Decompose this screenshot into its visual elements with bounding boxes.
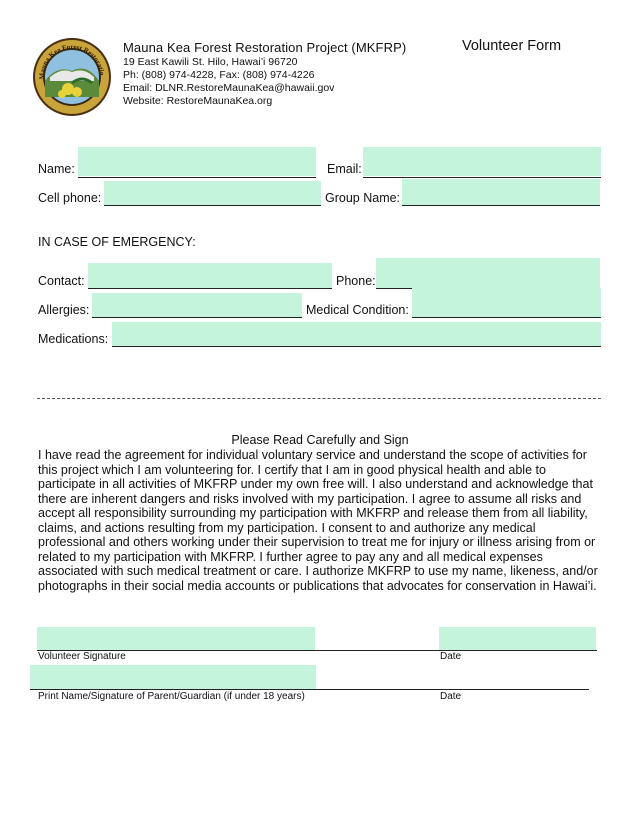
organization-address: 19 East Kawili St. Hilo, Hawai’i 96720 <box>123 56 298 68</box>
phone-input[interactable] <box>376 258 600 288</box>
email-underline <box>363 177 601 178</box>
organization-email: Email: DLNR.RestoreMaunaKea@hawaii.gov <box>123 82 335 94</box>
contact-input[interactable] <box>88 263 332 288</box>
medications-input[interactable] <box>112 322 601 346</box>
medications-underline <box>112 346 601 347</box>
contact-label: Contact: <box>38 274 85 288</box>
guardian-signature-label: Print Name/Signature of Parent/Guardian (if under 18 years) <box>38 691 305 702</box>
medical-condition-label: Medical Condition: <box>306 303 409 317</box>
cell-phone-label: Cell phone: <box>38 191 102 205</box>
cell-phone-underline <box>104 205 321 206</box>
form-title: Volunteer Form <box>462 38 562 54</box>
emergency-heading: IN CASE OF EMERGENCY: <box>38 235 196 249</box>
contact-underline <box>88 288 332 289</box>
allergies-underline <box>92 317 302 318</box>
phone-label: Phone: <box>336 274 376 288</box>
medical-condition-underline <box>412 317 601 318</box>
organization-name: Mauna Kea Forest Restoration Project (MKFRP) <box>123 40 407 55</box>
volunteer-signature-label: Volunteer Signature <box>38 651 126 662</box>
email-label: Email: <box>327 162 362 176</box>
cell-phone-input[interactable] <box>104 181 321 205</box>
name-underline <box>78 177 316 178</box>
section-divider <box>37 398 601 399</box>
name-label: Name: <box>38 162 75 176</box>
notice-body: I have read the agreement for individual voluntary service and understand the scope of activities for this project which I am volunteering for. I certify that I am in good physical health and able to participate in all activities of MKFRP under my own free will. I also understand and acknowledge that there are inherent dangers and risks involved with my participation. I agree to assume all risks and accept all responsibility surrounding my participation with MKFRP and release them from all liability, claims, and actions resulting from my participation. I consent to and authorize any medical professional and others working under their supervision to treat me for injury or illness arising from or related to my participation with MKFRP. I further agree to pay any and all medical expenses associated with such medical treatment or care. I authorize MKFRP to use my name, likeness, and/or photographs in their social media accounts or publications that advocates for conservation in Hawai’i. <box>38 448 598 593</box>
email-input[interactable] <box>363 147 601 176</box>
date2-label: Date <box>440 691 462 702</box>
medical-condition-input[interactable] <box>412 288 601 317</box>
organization-logo <box>32 37 112 117</box>
guardian-signature-input[interactable] <box>30 665 316 689</box>
svg-text:Mauna Kea Forest Restoration: Mauna Kea Forest Restoratio <box>37 42 106 80</box>
date1-label: Date <box>440 651 462 662</box>
medications-label: Medications: <box>38 332 109 346</box>
allergies-label: Allergies: <box>38 303 90 317</box>
organization-phone-fax: Ph: (808) 974-4228, Fax: (808) 974-4226 <box>123 69 315 81</box>
group-name-label: Group Name: <box>325 191 401 205</box>
volunteer-signature-input[interactable] <box>37 627 315 650</box>
group-name-input[interactable] <box>402 179 600 205</box>
name-input[interactable] <box>78 147 316 176</box>
organization-website: Website: RestoreMaunaKea.org <box>123 95 273 107</box>
group-name-underline <box>402 205 600 206</box>
notice-title: Please Read Carefully and Sign <box>231 433 409 447</box>
date1-input[interactable] <box>439 627 596 650</box>
allergies-input[interactable] <box>92 293 302 317</box>
guardian-signature-line <box>30 689 589 690</box>
